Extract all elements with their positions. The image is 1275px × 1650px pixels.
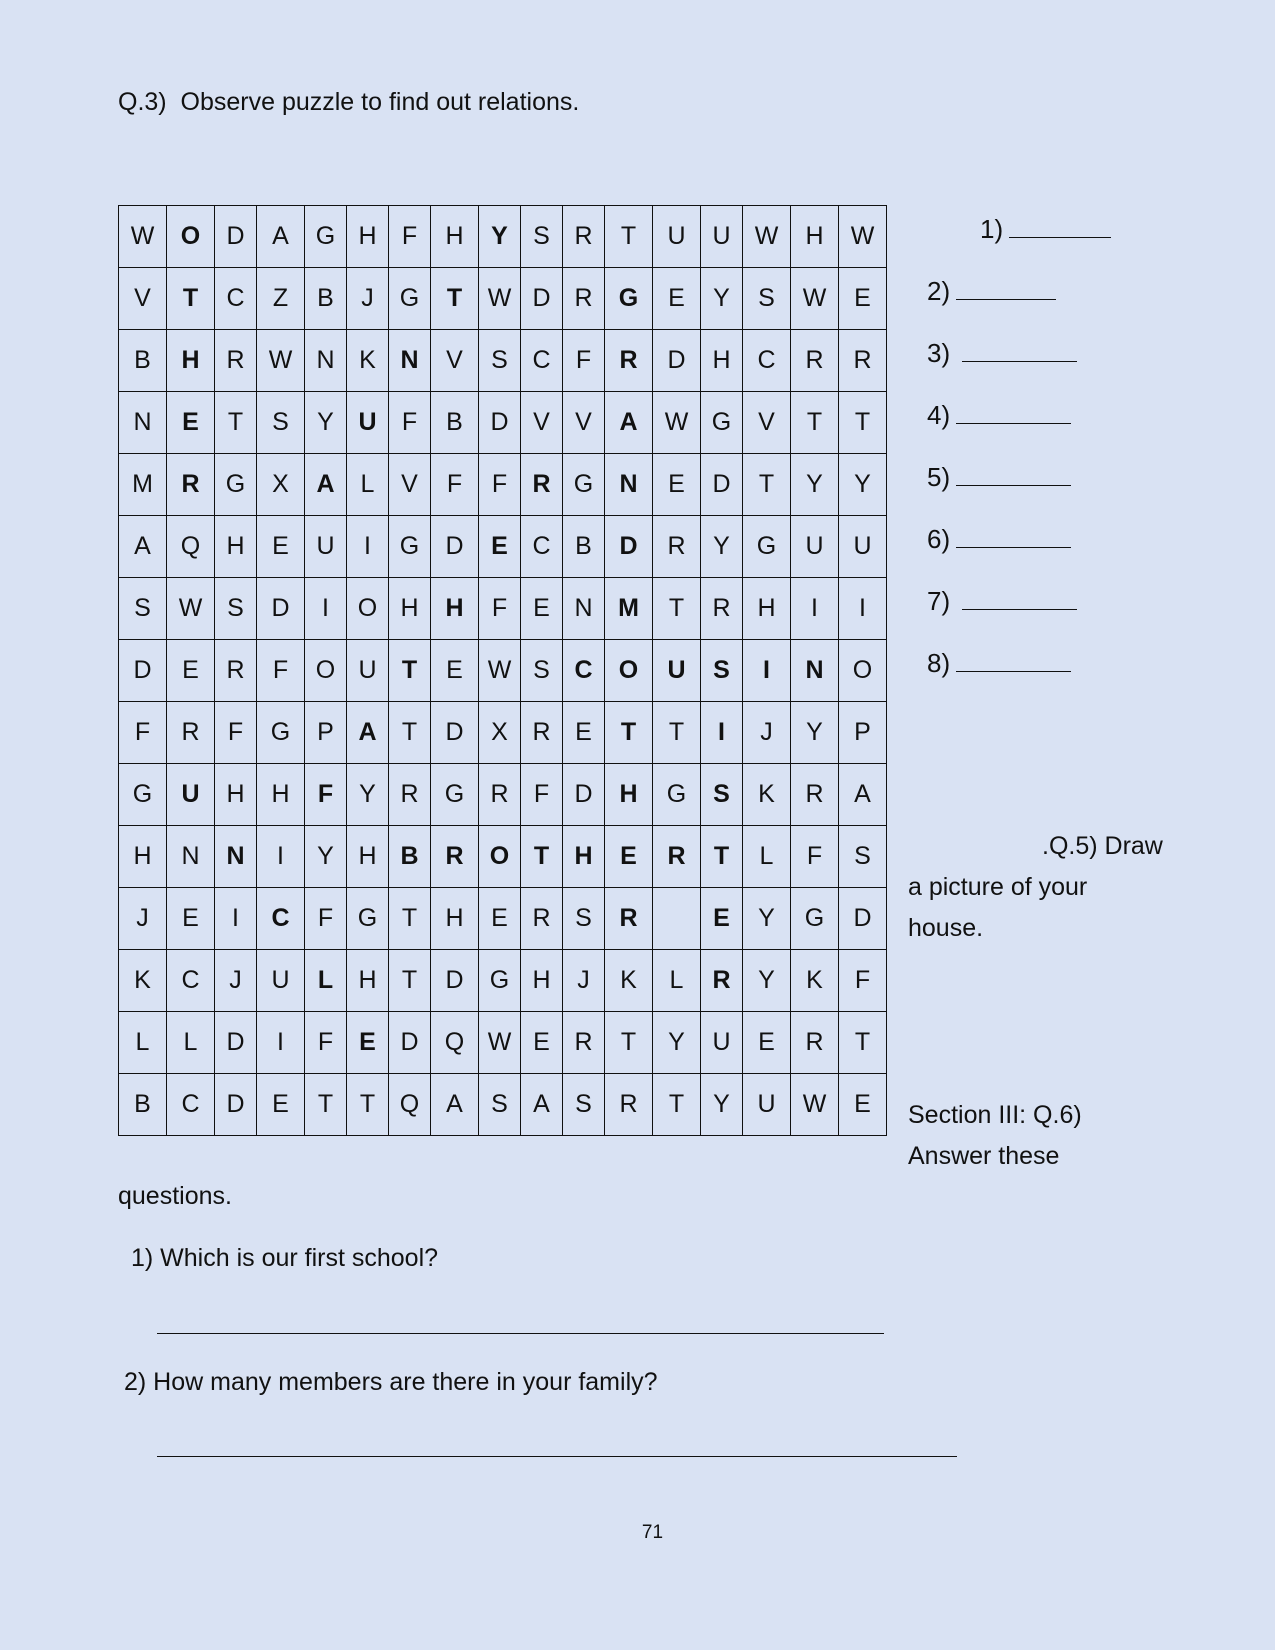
- grid-cell[interactable]: F: [389, 392, 431, 454]
- grid-cell[interactable]: Y: [347, 764, 389, 826]
- grid-cell[interactable]: R: [167, 454, 215, 516]
- grid-cell[interactable]: R: [167, 702, 215, 764]
- grid-cell[interactable]: T: [743, 454, 791, 516]
- grid-cell[interactable]: W: [479, 640, 521, 702]
- grid-cell[interactable]: L: [167, 1012, 215, 1074]
- grid-cell[interactable]: I: [305, 578, 347, 640]
- grid-cell[interactable]: H: [215, 516, 257, 578]
- grid-cell[interactable]: T: [215, 392, 257, 454]
- grid-cell[interactable]: R: [389, 764, 431, 826]
- grid-cell[interactable]: E: [839, 268, 887, 330]
- question-1: 1) Which is our first school?: [131, 1244, 439, 1272]
- grid-cell[interactable]: H: [347, 826, 389, 888]
- grid-cell[interactable]: E: [839, 1074, 887, 1136]
- grid-cell[interactable]: K: [605, 950, 653, 1012]
- grid-cell[interactable]: Y: [743, 950, 791, 1012]
- grid-cell[interactable]: G: [479, 950, 521, 1012]
- grid-cell[interactable]: V: [431, 330, 479, 392]
- grid-cell[interactable]: Y: [701, 516, 743, 578]
- grid-cell[interactable]: H: [791, 206, 839, 268]
- grid-cell[interactable]: R: [215, 330, 257, 392]
- grid-cell[interactable]: T: [605, 702, 653, 764]
- grid-cell[interactable]: T: [605, 206, 653, 268]
- grid-cell[interactable]: H: [389, 578, 431, 640]
- grid-cell[interactable]: O: [479, 826, 521, 888]
- grid-cell[interactable]: R: [791, 1012, 839, 1074]
- grid-cell[interactable]: D: [701, 454, 743, 516]
- grid-cell[interactable]: I: [347, 516, 389, 578]
- grid-cell[interactable]: O: [605, 640, 653, 702]
- grid-cell[interactable]: T: [389, 640, 431, 702]
- answer-label: 4): [927, 400, 951, 430]
- grid-cell[interactable]: R: [479, 764, 521, 826]
- grid-cell[interactable]: S: [521, 640, 563, 702]
- grid-cell[interactable]: E: [257, 1074, 305, 1136]
- question-heading: Q.3) Observe puzzle to find out relations.: [118, 88, 580, 116]
- grid-cell[interactable]: U: [839, 516, 887, 578]
- grid-cell[interactable]: R: [563, 1012, 605, 1074]
- grid-cell[interactable]: R: [521, 888, 563, 950]
- grid-cell[interactable]: D: [839, 888, 887, 950]
- grid-cell[interactable]: Y: [743, 888, 791, 950]
- section3-line-1: Section III: Q.6): [908, 1101, 1082, 1129]
- grid-cell[interactable]: R: [701, 950, 743, 1012]
- grid-cell[interactable]: S: [479, 1074, 521, 1136]
- grid-cell[interactable]: C: [563, 640, 605, 702]
- grid-cell[interactable]: N: [791, 640, 839, 702]
- section3-line-2: Answer these: [908, 1142, 1060, 1170]
- grid-cell[interactable]: K: [743, 764, 791, 826]
- grid-cell[interactable]: I: [791, 578, 839, 640]
- grid-cell[interactable]: H: [431, 206, 479, 268]
- grid-cell[interactable]: B: [389, 826, 431, 888]
- grid-cell[interactable]: L: [743, 826, 791, 888]
- grid-cell[interactable]: J: [563, 950, 605, 1012]
- grid-row: [119, 950, 887, 1012]
- grid-cell[interactable]: J: [743, 702, 791, 764]
- grid-cell[interactable]: O: [305, 640, 347, 702]
- grid-cell[interactable]: H: [167, 330, 215, 392]
- word-search-grid: [118, 205, 887, 1136]
- section3-line-3: questions.: [118, 1182, 232, 1210]
- grid-cell[interactable]: T: [791, 392, 839, 454]
- grid-cell[interactable]: G: [791, 888, 839, 950]
- grid-cell[interactable]: A: [605, 392, 653, 454]
- grid-cell[interactable]: I: [215, 888, 257, 950]
- grid-cell[interactable]: T: [431, 268, 479, 330]
- grid-cell[interactable]: W: [257, 330, 305, 392]
- grid-cell[interactable]: C: [215, 268, 257, 330]
- answer-line-2[interactable]: [157, 1456, 957, 1457]
- grid-cell[interactable]: D: [389, 1012, 431, 1074]
- grid-cell[interactable]: H: [347, 206, 389, 268]
- grid-cell[interactable]: G: [653, 764, 701, 826]
- grid-cell[interactable]: N: [167, 826, 215, 888]
- grid-cell[interactable]: W: [743, 206, 791, 268]
- grid-cell[interactable]: L: [305, 950, 347, 1012]
- grid-cell[interactable]: D: [563, 764, 605, 826]
- grid-row: [119, 640, 887, 702]
- grid-cell[interactable]: I: [743, 640, 791, 702]
- grid-cell[interactable]: Y: [839, 454, 887, 516]
- grid-cell[interactable]: H: [605, 764, 653, 826]
- grid-cell[interactable]: U: [257, 950, 305, 1012]
- grid-cell[interactable]: W: [119, 206, 167, 268]
- grid-cell[interactable]: T: [839, 392, 887, 454]
- grid-cell[interactable]: T: [389, 888, 431, 950]
- grid-cell[interactable]: F: [119, 702, 167, 764]
- q5-line-3: house.: [908, 914, 984, 942]
- grid-cell[interactable]: O: [167, 206, 215, 268]
- grid-cell[interactable]: K: [119, 950, 167, 1012]
- grid-cell[interactable]: Y: [791, 702, 839, 764]
- grid-cell[interactable]: Y: [305, 826, 347, 888]
- grid-cell[interactable]: T: [653, 578, 701, 640]
- grid-row: [119, 1012, 887, 1074]
- grid-cell[interactable]: C: [521, 330, 563, 392]
- grid-cell[interactable]: E: [521, 578, 563, 640]
- grid-cell[interactable]: T: [605, 1012, 653, 1074]
- grid-cell[interactable]: G: [347, 888, 389, 950]
- grid-cell[interactable]: K: [347, 330, 389, 392]
- grid-cell[interactable]: L: [653, 950, 701, 1012]
- grid-cell[interactable]: F: [305, 764, 347, 826]
- grid-row: [119, 888, 887, 950]
- grid-cell[interactable]: U: [167, 764, 215, 826]
- grid-cell[interactable]: W: [479, 1012, 521, 1074]
- grid-cell[interactable]: G: [389, 516, 431, 578]
- grid-cell[interactable]: Y: [701, 1074, 743, 1136]
- grid-cell[interactable]: W: [167, 578, 215, 640]
- grid-cell[interactable]: T: [167, 268, 215, 330]
- answer-line-1[interactable]: [157, 1333, 884, 1334]
- grid-cell[interactable]: Z: [257, 268, 305, 330]
- grid-cell[interactable]: U: [347, 392, 389, 454]
- grid-cell[interactable]: W: [479, 268, 521, 330]
- grid-cell[interactable]: F: [257, 640, 305, 702]
- grid-cell[interactable]: D: [215, 1012, 257, 1074]
- grid-cell[interactable]: F: [479, 454, 521, 516]
- grid-cell[interactable]: V: [389, 454, 431, 516]
- grid-cell[interactable]: C: [167, 1074, 215, 1136]
- grid-cell[interactable]: R: [791, 330, 839, 392]
- grid-cell[interactable]: N: [605, 454, 653, 516]
- grid-row: [119, 268, 887, 330]
- grid-cell[interactable]: B: [431, 392, 479, 454]
- grid-cell[interactable]: T: [653, 702, 701, 764]
- grid-cell[interactable]: F: [305, 888, 347, 950]
- grid-cell[interactable]: H: [119, 826, 167, 888]
- grid-cell[interactable]: I: [257, 1012, 305, 1074]
- grid-row: [119, 330, 887, 392]
- grid-cell[interactable]: D: [653, 330, 701, 392]
- grid-cell[interactable]: R: [605, 1074, 653, 1136]
- grid-row: [119, 454, 887, 516]
- grid-cell[interactable]: T: [347, 1074, 389, 1136]
- grid-cell[interactable]: R: [605, 888, 653, 950]
- grid-cell[interactable]: H: [431, 888, 479, 950]
- grid-cell[interactable]: A: [305, 454, 347, 516]
- answer-label: 2): [927, 276, 951, 306]
- grid-cell[interactable]: [653, 888, 701, 950]
- grid-cell[interactable]: P: [839, 702, 887, 764]
- grid-cell[interactable]: Q: [167, 516, 215, 578]
- grid-cell[interactable]: C: [167, 950, 215, 1012]
- grid-cell[interactable]: N: [215, 826, 257, 888]
- grid-cell[interactable]: A: [257, 206, 305, 268]
- grid-cell[interactable]: E: [701, 888, 743, 950]
- grid-cell[interactable]: D: [215, 206, 257, 268]
- answer-label: 3): [927, 338, 951, 368]
- grid-cell[interactable]: T: [653, 1074, 701, 1136]
- grid-cell[interactable]: G: [563, 454, 605, 516]
- grid-cell[interactable]: H: [257, 764, 305, 826]
- grid-cell[interactable]: D: [119, 640, 167, 702]
- grid-cell[interactable]: E: [479, 888, 521, 950]
- grid-cell[interactable]: Y: [305, 392, 347, 454]
- grid-cell[interactable]: T: [701, 826, 743, 888]
- grid-cell[interactable]: J: [215, 950, 257, 1012]
- grid-cell[interactable]: R: [521, 702, 563, 764]
- grid-cell[interactable]: E: [653, 454, 701, 516]
- grid-cell[interactable]: B: [563, 516, 605, 578]
- answer-label: 6): [927, 524, 951, 554]
- grid-cell[interactable]: E: [167, 392, 215, 454]
- grid-cell[interactable]: N: [305, 330, 347, 392]
- q5-line-2: a picture of your: [908, 873, 1088, 901]
- answer-blank-8[interactable]: [927, 648, 1071, 679]
- grid-cell[interactable]: D: [521, 268, 563, 330]
- grid-cell[interactable]: B: [305, 268, 347, 330]
- grid-cell[interactable]: D: [257, 578, 305, 640]
- grid-cell[interactable]: U: [305, 516, 347, 578]
- grid-cell[interactable]: I: [257, 826, 305, 888]
- grid-cell[interactable]: E: [257, 516, 305, 578]
- grid-cell[interactable]: V: [521, 392, 563, 454]
- grid-row: [119, 1074, 887, 1136]
- grid-cell[interactable]: G: [701, 392, 743, 454]
- grid-cell[interactable]: E: [605, 826, 653, 888]
- grid-cell[interactable]: W: [839, 206, 887, 268]
- grid-cell[interactable]: D: [431, 950, 479, 1012]
- answer-blank-6[interactable]: [927, 524, 1071, 555]
- grid-cell[interactable]: E: [521, 1012, 563, 1074]
- grid-cell[interactable]: V: [743, 392, 791, 454]
- grid-cell[interactable]: G: [431, 764, 479, 826]
- grid-cell[interactable]: T: [389, 702, 431, 764]
- grid-cell[interactable]: E: [743, 1012, 791, 1074]
- grid-cell[interactable]: R: [563, 268, 605, 330]
- grid-cell[interactable]: F: [563, 330, 605, 392]
- grid-cell[interactable]: D: [605, 516, 653, 578]
- grid-cell[interactable]: N: [119, 392, 167, 454]
- q5-line-1: .Q.5) Draw: [1042, 832, 1163, 860]
- grid-cell[interactable]: X: [257, 454, 305, 516]
- grid-cell[interactable]: L: [347, 454, 389, 516]
- grid-cell[interactable]: M: [605, 578, 653, 640]
- grid-cell[interactable]: W: [791, 268, 839, 330]
- grid-cell[interactable]: U: [701, 1012, 743, 1074]
- grid-cell[interactable]: T: [389, 950, 431, 1012]
- grid-row: [119, 702, 887, 764]
- grid-row: [119, 578, 887, 640]
- grid-cell[interactable]: C: [257, 888, 305, 950]
- answer-blank-2[interactable]: [927, 276, 1056, 307]
- grid-cell[interactable]: G: [605, 268, 653, 330]
- grid-cell[interactable]: F: [479, 578, 521, 640]
- grid-cell[interactable]: S: [563, 888, 605, 950]
- grid-cell[interactable]: S: [521, 206, 563, 268]
- grid-cell[interactable]: B: [119, 330, 167, 392]
- grid-cell[interactable]: I: [701, 702, 743, 764]
- grid-cell[interactable]: D: [431, 516, 479, 578]
- grid-cell[interactable]: V: [563, 392, 605, 454]
- grid-cell[interactable]: R: [653, 516, 701, 578]
- grid-cell[interactable]: H: [563, 826, 605, 888]
- grid-cell[interactable]: Q: [431, 1012, 479, 1074]
- grid-cell[interactable]: H: [347, 950, 389, 1012]
- answer-blank-1[interactable]: [980, 214, 1111, 245]
- grid-cell[interactable]: R: [653, 826, 701, 888]
- grid-cell[interactable]: C: [743, 330, 791, 392]
- grid-cell[interactable]: G: [389, 268, 431, 330]
- grid-cell[interactable]: Y: [791, 454, 839, 516]
- grid-cell[interactable]: R: [839, 330, 887, 392]
- grid-cell[interactable]: R: [605, 330, 653, 392]
- grid-row: [119, 206, 887, 268]
- grid-cell[interactable]: S: [215, 578, 257, 640]
- grid-cell[interactable]: O: [347, 578, 389, 640]
- grid-row: [119, 826, 887, 888]
- grid-cell[interactable]: E: [167, 888, 215, 950]
- answer-label: 1): [980, 214, 1004, 244]
- grid-cell[interactable]: U: [791, 516, 839, 578]
- grid-cell[interactable]: D: [215, 1074, 257, 1136]
- grid-cell[interactable]: O: [839, 640, 887, 702]
- grid-cell[interactable]: C: [521, 516, 563, 578]
- grid-cell[interactable]: W: [653, 392, 701, 454]
- grid-cell[interactable]: R: [521, 454, 563, 516]
- grid-cell[interactable]: E: [479, 516, 521, 578]
- grid-cell[interactable]: F: [791, 826, 839, 888]
- grid-cell[interactable]: A: [347, 702, 389, 764]
- grid-cell[interactable]: W: [791, 1074, 839, 1136]
- grid-cell[interactable]: F: [839, 950, 887, 1012]
- grid-cell[interactable]: U: [347, 640, 389, 702]
- grid-cell[interactable]: S: [839, 826, 887, 888]
- grid-cell[interactable]: A: [431, 1074, 479, 1136]
- answer-blank-5[interactable]: [927, 462, 1071, 493]
- grid-cell[interactable]: H: [215, 764, 257, 826]
- grid-cell[interactable]: G: [305, 206, 347, 268]
- grid-cell[interactable]: M: [119, 454, 167, 516]
- grid-cell[interactable]: A: [839, 764, 887, 826]
- grid-row: [119, 764, 887, 826]
- grid-cell[interactable]: S: [701, 764, 743, 826]
- grid-cell[interactable]: R: [431, 826, 479, 888]
- grid-cell[interactable]: N: [563, 578, 605, 640]
- grid-row: [119, 516, 887, 578]
- answer-blank-4[interactable]: [927, 400, 1071, 431]
- grid-cell[interactable]: A: [521, 1074, 563, 1136]
- grid-cell[interactable]: U: [701, 206, 743, 268]
- grid-cell[interactable]: S: [743, 268, 791, 330]
- grid-cell[interactable]: X: [479, 702, 521, 764]
- grid-cell[interactable]: S: [701, 640, 743, 702]
- grid-cell[interactable]: D: [431, 702, 479, 764]
- grid-cell[interactable]: E: [431, 640, 479, 702]
- grid-cell[interactable]: A: [119, 516, 167, 578]
- grid-cell[interactable]: Y: [701, 268, 743, 330]
- grid-cell[interactable]: E: [653, 268, 701, 330]
- grid-cell[interactable]: E: [167, 640, 215, 702]
- grid-cell[interactable]: R: [701, 578, 743, 640]
- grid-cell[interactable]: R: [791, 764, 839, 826]
- grid-cell[interactable]: B: [119, 1074, 167, 1136]
- grid-cell[interactable]: G: [119, 764, 167, 826]
- answer-blank-7[interactable]: [927, 586, 1077, 617]
- grid-cell[interactable]: U: [653, 640, 701, 702]
- grid-cell[interactable]: F: [215, 702, 257, 764]
- grid-cell[interactable]: V: [119, 268, 167, 330]
- grid-cell[interactable]: S: [479, 330, 521, 392]
- grid-cell[interactable]: E: [563, 702, 605, 764]
- grid-cell[interactable]: K: [791, 950, 839, 1012]
- grid-cell[interactable]: F: [431, 454, 479, 516]
- answer-label: 5): [927, 462, 951, 492]
- answer-label: 8): [927, 648, 951, 678]
- grid-cell[interactable]: H: [743, 578, 791, 640]
- grid-cell[interactable]: G: [257, 702, 305, 764]
- grid-cell[interactable]: H: [431, 578, 479, 640]
- grid-cell[interactable]: H: [521, 950, 563, 1012]
- question-2: 2) How many members are there in your family?: [124, 1368, 658, 1396]
- grid-cell[interactable]: N: [389, 330, 431, 392]
- grid-cell[interactable]: P: [305, 702, 347, 764]
- grid-row: [119, 392, 887, 454]
- grid-cell[interactable]: L: [119, 1012, 167, 1074]
- grid-cell[interactable]: Q: [389, 1074, 431, 1136]
- grid-cell[interactable]: I: [839, 578, 887, 640]
- page-number: 71: [641, 1522, 664, 1543]
- grid-cell[interactable]: T: [521, 826, 563, 888]
- grid-cell[interactable]: R: [563, 206, 605, 268]
- grid-cell[interactable]: H: [701, 330, 743, 392]
- grid-cell[interactable]: R: [215, 640, 257, 702]
- grid-cell[interactable]: J: [347, 268, 389, 330]
- grid-cell[interactable]: U: [743, 1074, 791, 1136]
- answer-blank-3[interactable]: [927, 338, 1077, 369]
- grid-cell[interactable]: G: [215, 454, 257, 516]
- grid-cell[interactable]: F: [389, 206, 431, 268]
- answer-label: 7): [927, 586, 951, 616]
- grid-cell[interactable]: U: [653, 206, 701, 268]
- grid-cell[interactable]: F: [305, 1012, 347, 1074]
- grid-cell[interactable]: S: [257, 392, 305, 454]
- grid-cell[interactable]: E: [347, 1012, 389, 1074]
- grid-cell[interactable]: S: [119, 578, 167, 640]
- grid-cell[interactable]: F: [521, 764, 563, 826]
- grid-cell[interactable]: Y: [479, 206, 521, 268]
- grid-cell[interactable]: Y: [653, 1012, 701, 1074]
- grid-cell[interactable]: D: [479, 392, 521, 454]
- grid-cell[interactable]: S: [563, 1074, 605, 1136]
- grid-cell[interactable]: G: [743, 516, 791, 578]
- grid-cell[interactable]: T: [839, 1012, 887, 1074]
- grid-cell[interactable]: J: [119, 888, 167, 950]
- grid-cell[interactable]: T: [305, 1074, 347, 1136]
